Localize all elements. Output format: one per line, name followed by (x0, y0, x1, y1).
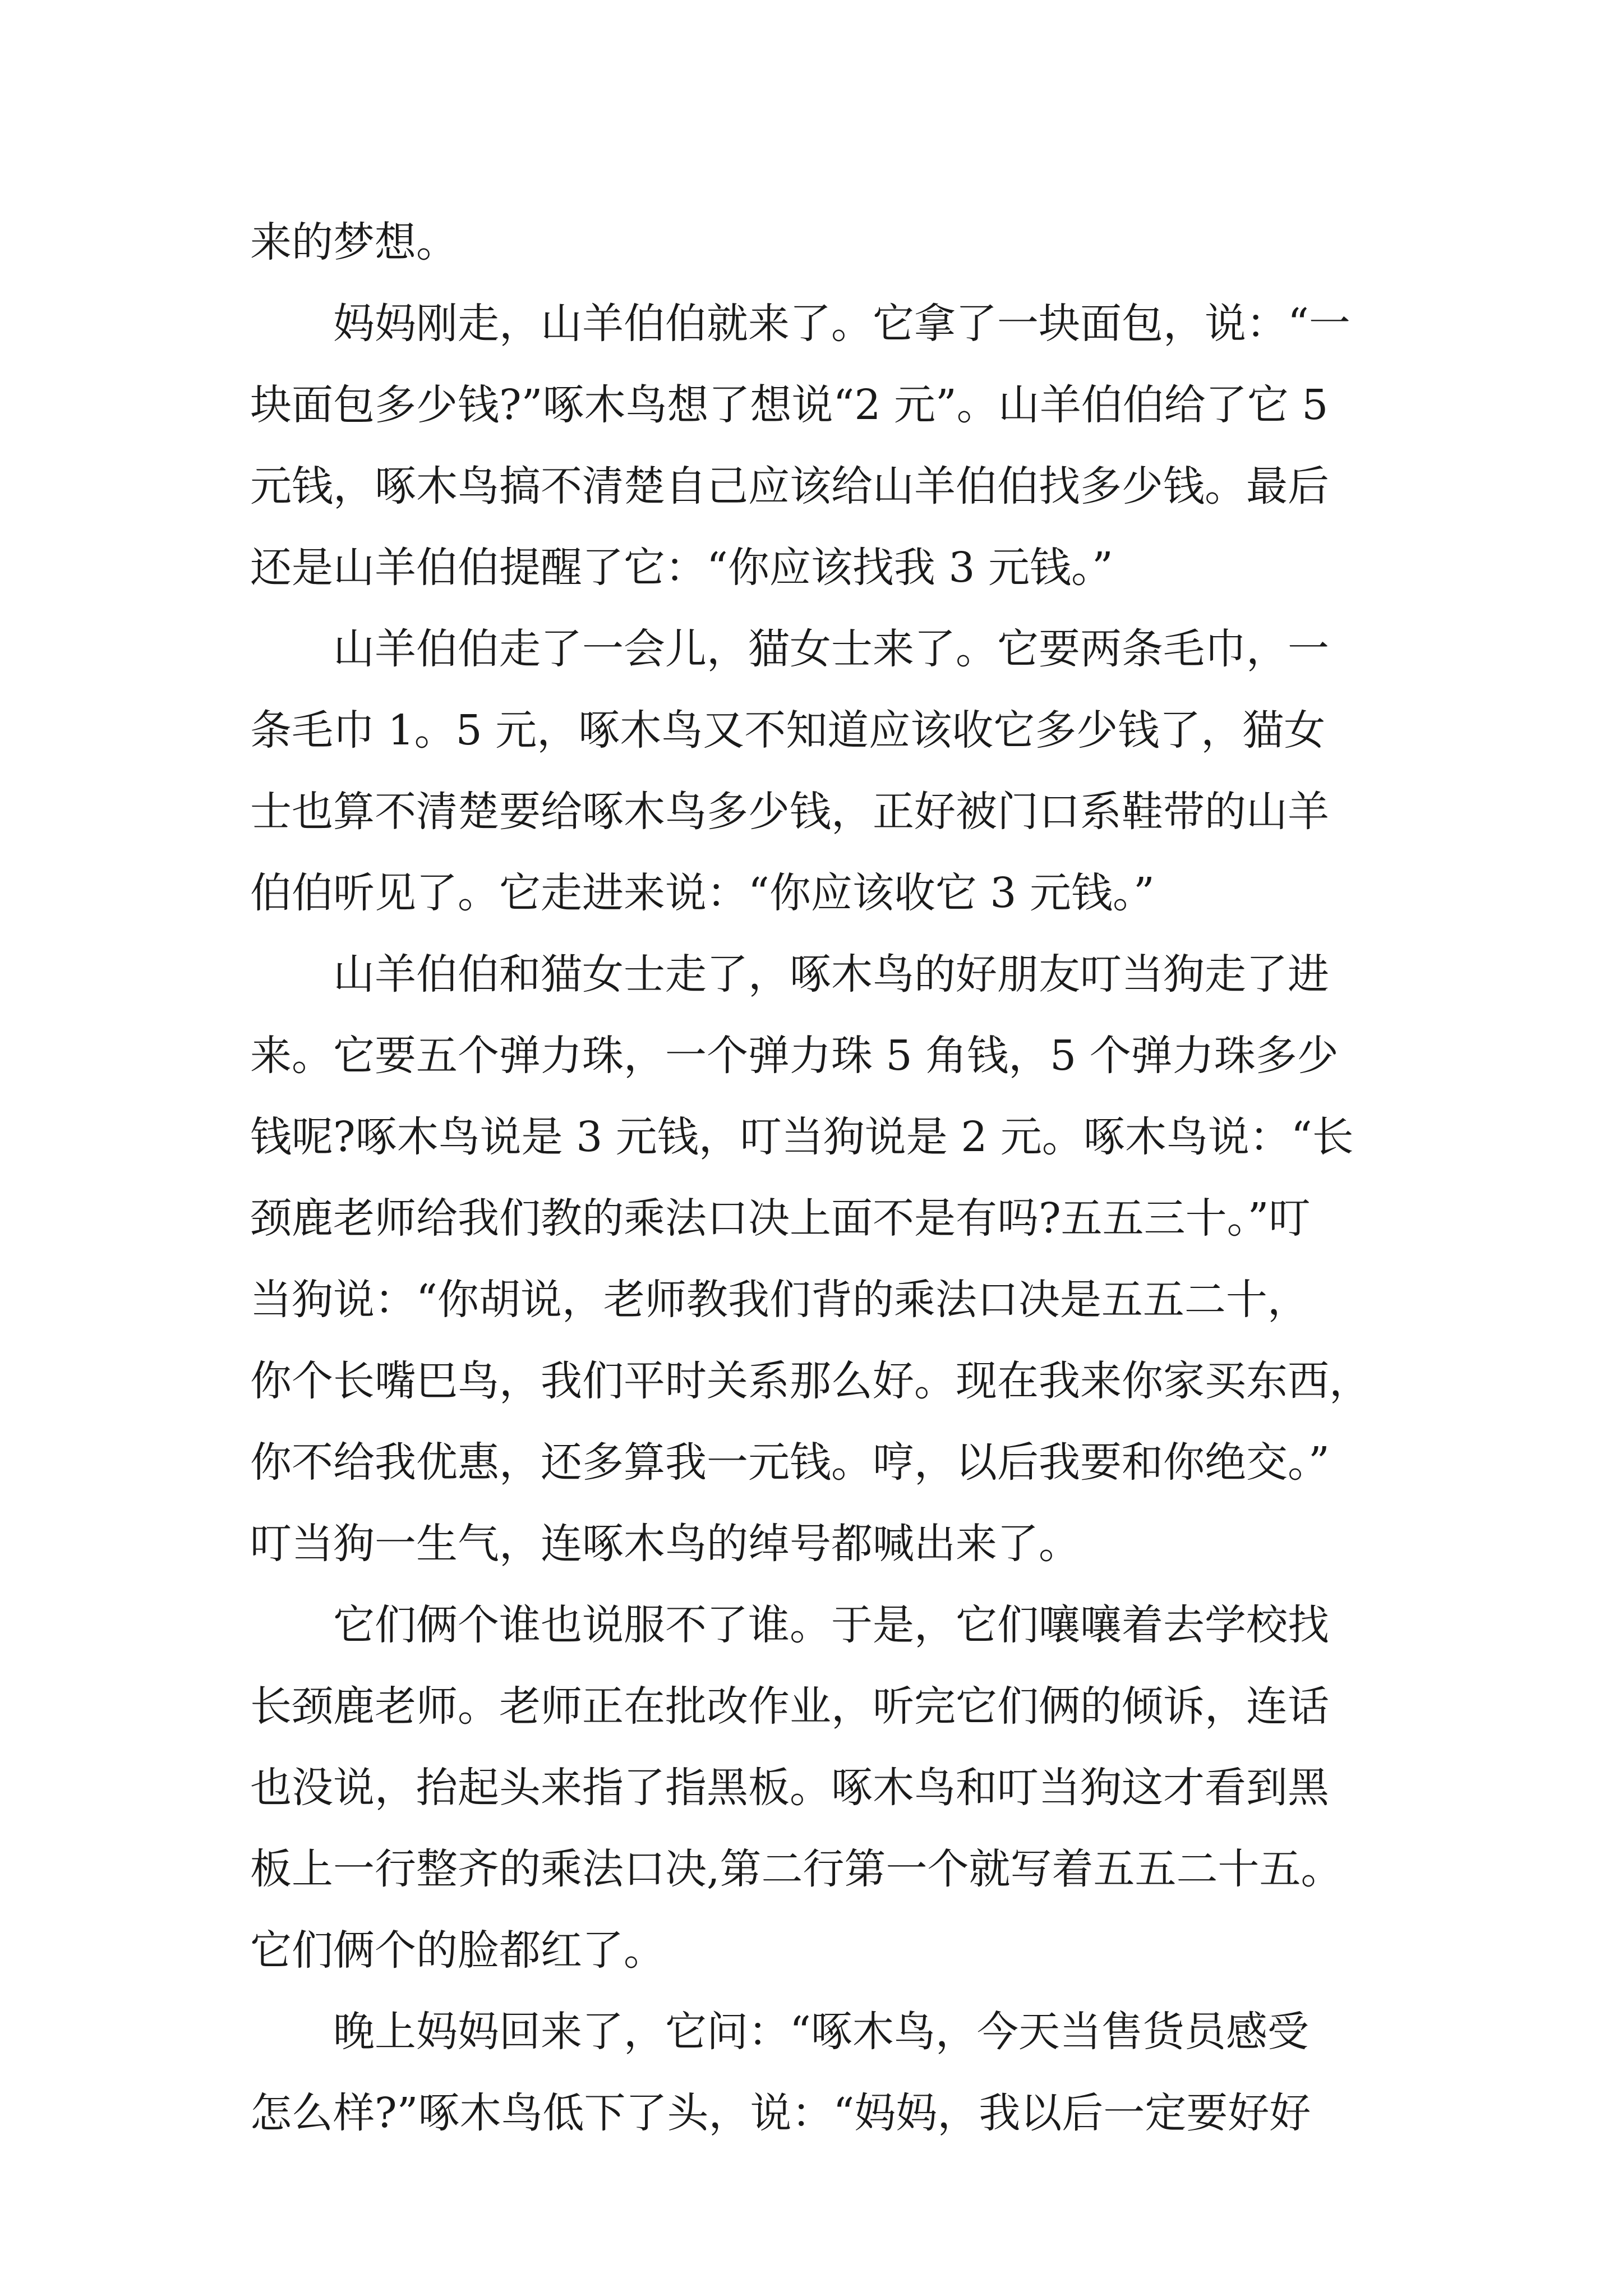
text-line: 你个长嘴巴鸟，我们平时关系那么好。现在我来你家买东西， (250, 1357, 1371, 1405)
text-line: 元钱，啄木鸟搞不清楚自己应该给山羊伯伯找多少钱。最后 (250, 462, 1329, 510)
text-line: 你不给我优惠，还多算我一元钱。哼，以后我要和你绝交。” (250, 1438, 1330, 1487)
text-line: 颈鹿老师给我们教的乘法口决上面不是有吗?五五三十。”叮 (250, 1194, 1311, 1243)
text-line: 钱呢?啄木鸟说是 3 元钱，叮当狗说是 2 元。啄木鸟说：“长 (250, 1113, 1354, 1161)
text-line: 长颈鹿老师。老师正在批改作业，听完它们俩的倾诉，连话 (250, 1682, 1329, 1731)
text-line: 妈妈刚走，山羊伯伯就来了。它拿了一块面包，说：“一 (250, 300, 1350, 348)
text-line: 板上一行整齐的乘法口决,第二行第一个就写着五五二十五。 (250, 1845, 1343, 1893)
text-line: 也没说，抬起头来指了指黑板。啄木鸟和叮当狗这才看到黑 (250, 1764, 1329, 1812)
text-line: 山羊伯伯和猫女士走了，啄木鸟的好朋友叮当狗走了进 (250, 950, 1329, 999)
text-line: 当狗说：“你胡说，老师教我们背的乘法口决是五五二十， (250, 1276, 1309, 1324)
text-line: 怎么样?”啄木鸟低下了头，说：“妈妈，我以后一定要好好 (250, 2089, 1311, 2137)
text-line: 晚上妈妈回来了，它问：“啄木鸟，今天当售货员感受 (250, 2008, 1309, 2056)
text-line: 还是山羊伯伯提醒了它：“你应该找我 3 元钱。” (250, 544, 1113, 592)
text-line: 来。它要五个弹力珠，一个弹力珠 5 角钱，5 个弹力珠多少 (250, 1032, 1339, 1080)
text-line: 条毛巾 1。5 元，啄木鸟又不知道应该收它多少钱了，猫女 (250, 706, 1326, 754)
text-line: 来的梦想。 (250, 218, 458, 266)
text-line: 伯伯听见了。它走进来说：“你应该收它 3 元钱。” (250, 869, 1155, 917)
text-line: 叮当狗一生气，连啄木鸟的绰号都喊出来了。 (250, 1520, 1080, 1568)
story-text (250, 202, 1389, 2154)
text-line: 士也算不清楚要给啄木鸟多少钱，正好被门口系鞋带的山羊 (250, 788, 1329, 836)
text-line: 山羊伯伯走了一会儿，猫女士来了。它要两条毛巾，一 (250, 625, 1329, 673)
text-line: 块面包多少钱?”啄木鸟想了想说“2 元”。山羊伯伯给了它 5 (250, 381, 1329, 429)
text-line: 它们俩个的脸都红了。 (250, 1926, 665, 1975)
text-line: 它们俩个谁也说服不了谁。于是，它们嚷嚷着去学校找 (250, 1601, 1329, 1649)
